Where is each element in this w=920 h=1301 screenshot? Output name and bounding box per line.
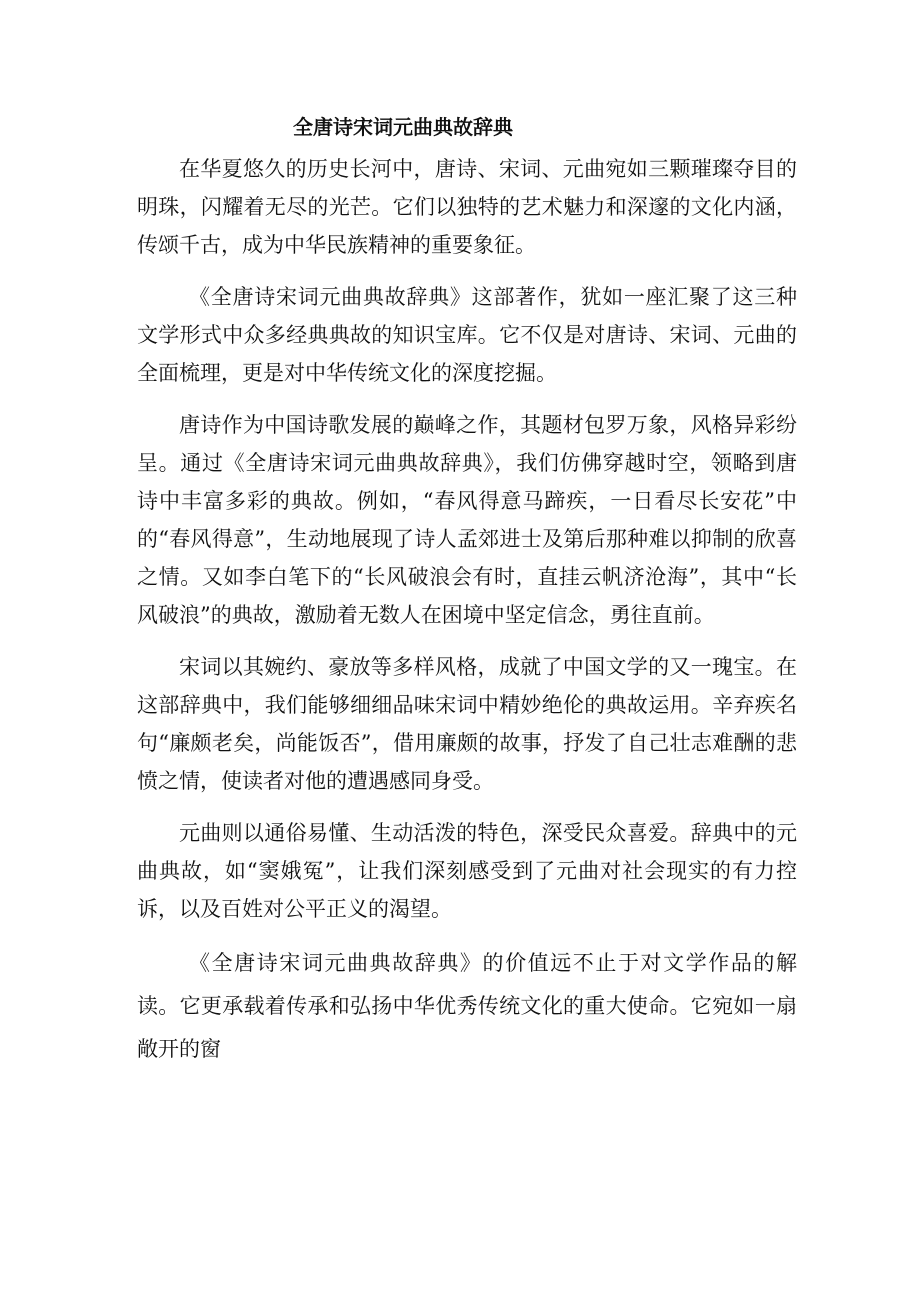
document-title: 全唐诗宋词元曲典故辞典 <box>293 115 513 139</box>
paragraph-tang-poetry: 唐诗作为中国诗歌发展的巅峰之作，其题材包罗万象，风格异彩纷呈。通过《全唐诗宋词元曲典故辞典》，我们仿佛穿越时空，领略到唐诗中丰富多彩的典故。例如，“春风得意马蹄疾，一日看尽长安花”中的“春风得意”，生动地展现了诗人孟郊进士及第后那种难以抑制的欣喜之情。又如李白笔下的“长风破浪会有时，直挂云帆济沧海”，其中“长风破浪”的典故，激励着无数人在困境中坚定信念，勇往直前。 <box>137 413 797 627</box>
document-body <box>137 150 797 1071</box>
paragraph-intro: 在华夏悠久的历史长河中，唐诗、宋词、元曲宛如三颗璀璨夺目的明珠，闪耀着无尽的光芒。它们以独特的艺术魅力和深邃的文化内涵，传颂千古，成为中华民族精神的重要象征。 <box>137 157 797 257</box>
paragraph-value: 《全唐诗宋词元曲典故辞典》的价值远不止于对文学作品的解读。它更承载着传承和弘扬中华优秀传统文化的重大使命。它宛如一扇敞开的窗 <box>137 951 797 1061</box>
paragraph-yuan-qu: 元曲则以通俗易懂、生动活泼的特色，深受民众喜爱。辞典中的元曲典故，如“窦娥冤”，让我们深刻感受到了元曲对社会现实的有力控诉，以及百姓对公平正义的渴望。 <box>137 821 797 921</box>
paragraph-song-ci: 宋词以其婉约、豪放等多样风格，成就了中国文学的又一瑰宝。在这部辞典中，我们能够细细品味宋词中精妙绝伦的典故运用。辛弃疾名句“廉颇老矣，尚能饭否”，借用廉颇的故事，抒发了自己壮志难酬的悲愤之情，使读者对他的遭遇感同身受。 <box>137 655 797 793</box>
paragraph-dictionary-overview: 《全唐诗宋词元曲典故辞典》这部著作，犹如一座汇聚了这三种文学形式中众多经典典故的知识宝库。它不仅是对唐诗、宋词、元曲的全面梳理，更是对中华传统文化的深度挖掘。 <box>137 285 797 385</box>
